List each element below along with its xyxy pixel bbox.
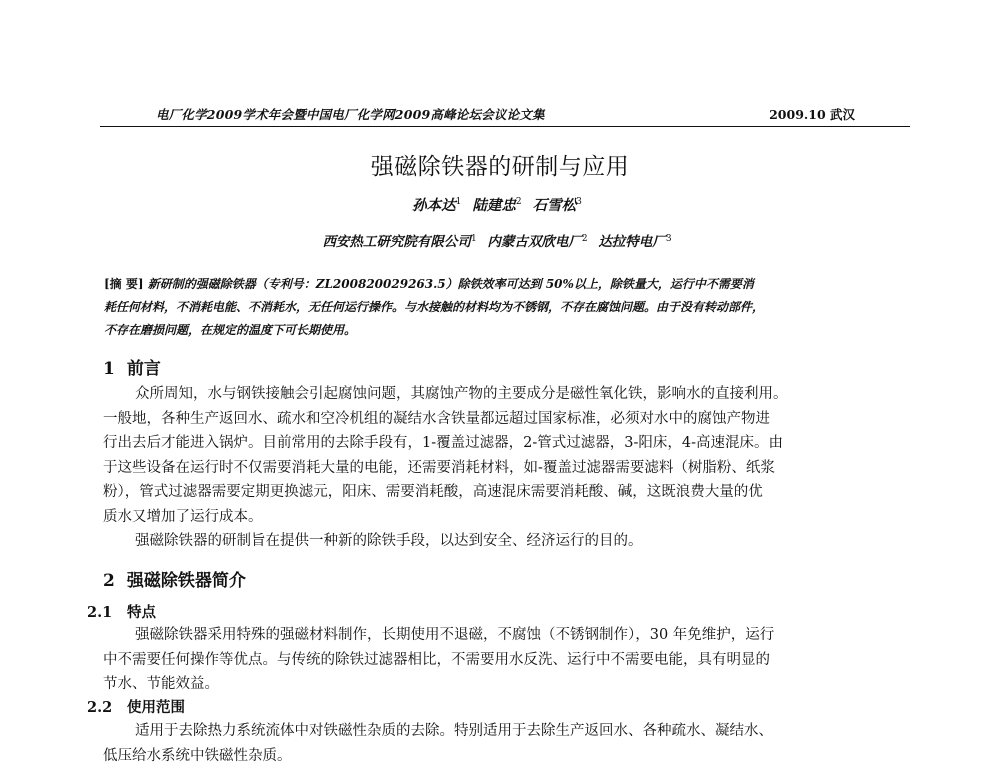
affiliation-name: 达拉特电厂 <box>598 234 666 250</box>
paragraph-line: 低压给水系统中铁磁性杂质。 <box>103 744 909 768</box>
paragraph-line: 节水、节能效益。 <box>103 672 909 697</box>
affiliation-list <box>0 230 1000 250</box>
subsection-title: 特点 <box>127 604 156 621</box>
author-sup: 3 <box>576 197 582 207</box>
running-header <box>100 102 910 128</box>
abstract-block <box>104 273 912 342</box>
author-name: 石雪松 <box>533 197 577 214</box>
author-sup: 1 <box>456 197 462 207</box>
paragraph-line: 行出去后才能进入锅炉。目前常用的去除手段有，1-覆盖过滤器，2-管式过滤器，3-阳床，4-高速混床。由 <box>103 431 909 456</box>
section-title: 前言 <box>127 359 161 379</box>
subsection-title: 使用范围 <box>127 699 185 716</box>
subsection-heading <box>87 696 185 717</box>
paragraph <box>103 623 909 697</box>
section-heading <box>103 354 161 379</box>
paper-title: 强磁除铁器的研制与应用 <box>0 148 1000 181</box>
section-number: 1 <box>103 359 115 379</box>
abstract-line: 不存在磨损问题，在规定的温度下可长期使用。 <box>104 319 912 342</box>
author-name: 陆建忠 <box>472 197 516 214</box>
subsection-heading <box>87 601 156 622</box>
abstract-label: [摘 要] <box>104 277 144 291</box>
abstract-line: 耗任何材料，不消耗电能、不消耗水，无任何运行操作。与水接触的材料均为不锈钢，不存在腐蚀问题。由于没有转动部件， <box>104 296 912 319</box>
header-rule <box>100 126 910 127</box>
paragraph-line: 适用于去除热力系统流体中对铁磁性杂质的去除。特别适用于去除生产返回水、各种疏水、凝结水、 <box>103 719 909 744</box>
header-proceedings-title: 电厂化学2009学术年会暨中国电厂化学网2009高峰论坛会议论文集 <box>156 105 545 123</box>
paragraph-line: 强磁除铁器的研制旨在提供一种新的除铁手段，以达到安全、经济运行的目的。 <box>103 529 909 554</box>
affiliation-sup: 2 <box>582 234 588 244</box>
section-title: 强磁除铁器简介 <box>127 571 246 591</box>
paragraph-line: 中不需要任何操作等优点。与传统的除铁过滤器相比，不需要用水反洗、运行中不需要电能，具有明显的 <box>103 648 909 673</box>
paragraph-line: 一般地，各种生产返回水、疏水和空冷机组的凝结水含铁量都远超过国家标准，必须对水中的腐蚀产物进 <box>103 407 909 432</box>
section-number: 2 <box>103 571 115 591</box>
author-name: 孙本达 <box>412 197 456 214</box>
abstract-line: [摘 要] 新研制的强磁除铁器（专利号：ZL200820029263.5）除铁效率可达到 50%以上，除铁量大，运行中不需要消 <box>104 273 912 296</box>
subsection-number: 2.1 <box>87 604 127 621</box>
subsection-number: 2.2 <box>87 699 127 716</box>
paragraph-line: 于这些设备在运行时不仅需要消耗大量的电能，还需要消耗材料，如-覆盖过滤器需要滤料（树脂粉、纸浆 <box>103 456 909 481</box>
section-heading <box>103 566 246 591</box>
affiliation-sup: 1 <box>471 234 477 244</box>
paragraph-line: 质水又增加了运行成本。 <box>103 505 909 530</box>
affiliation-name: 内蒙古双欣电厂 <box>487 234 582 250</box>
affiliation-sup: 3 <box>666 234 672 244</box>
paragraph <box>103 382 909 554</box>
header-date-location: 2009.10 武汉 <box>769 105 855 123</box>
paragraph-line: 粉），管式过滤器需要定期更换滤元，阳床、需要消耗酸，高速混床需要消耗酸、碱，这既浪费大量的优 <box>103 480 909 505</box>
paragraph-line: 强磁除铁器采用特殊的强磁材料制作，长期使用不退磁，不腐蚀（不锈钢制作），30 年免维护，运行 <box>103 623 909 648</box>
paragraph-line: 众所周知，水与钢铁接触会引起腐蚀问题，其腐蚀产物的主要成分是磁性氧化铁，影响水的直接利用。 <box>103 382 909 407</box>
paragraph <box>103 719 909 768</box>
affiliation-name: 西安热工研究院有限公司 <box>322 234 471 250</box>
author-list <box>0 194 1000 215</box>
author-sup: 2 <box>516 197 522 207</box>
